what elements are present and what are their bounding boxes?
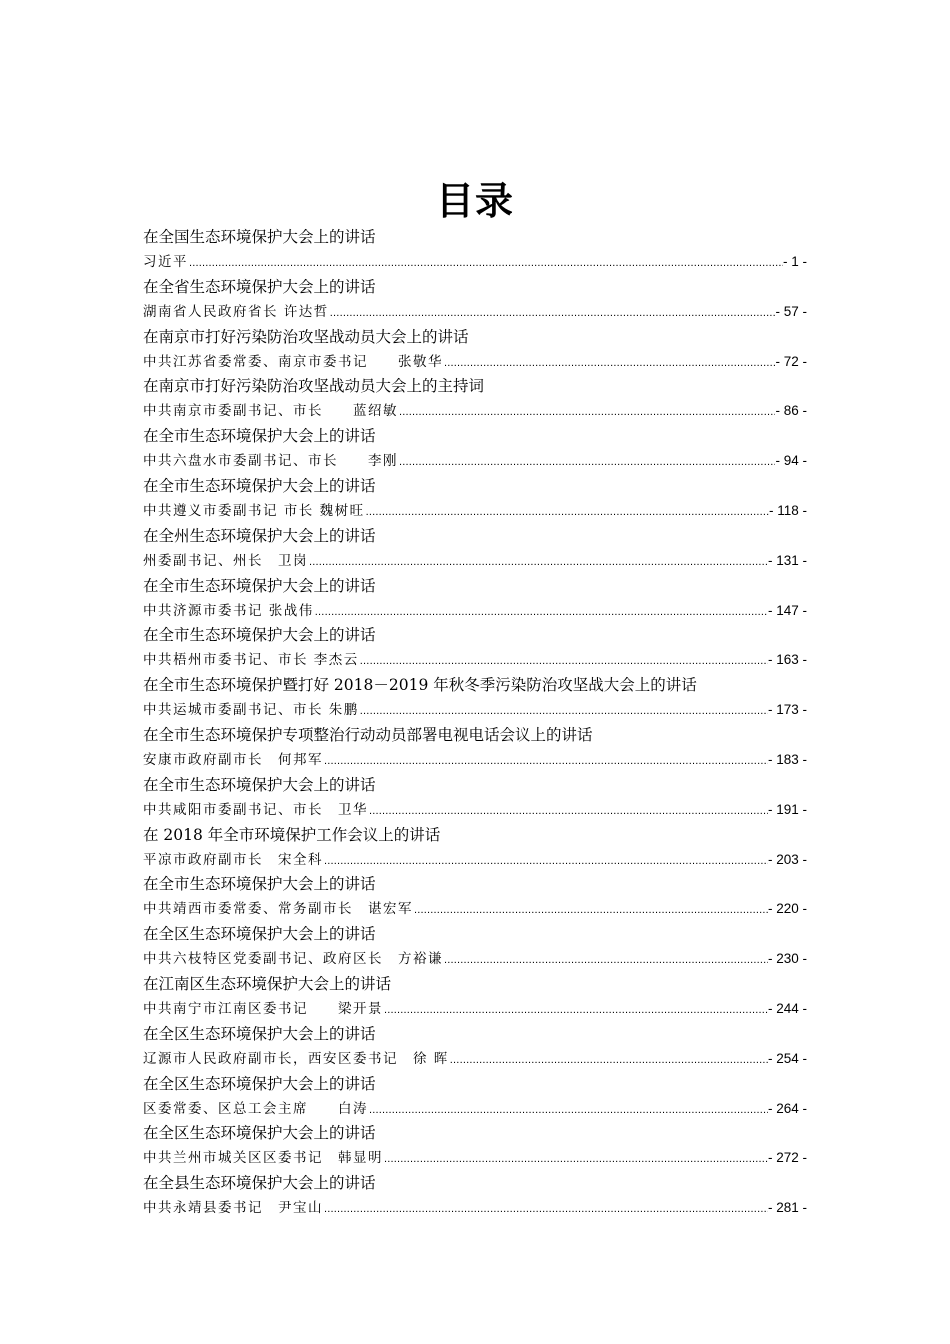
- toc-entry-title: 在全市生态环境保护大会上的讲话: [143, 775, 376, 794]
- toc-entry-page-number: - 220 -: [767, 901, 807, 917]
- toc-entry-page-number: - 244 -: [767, 1000, 807, 1016]
- toc-entry-line: [143, 548, 807, 573]
- toc-entry-author: 湖南省人民政府省长 许达哲: [143, 303, 329, 320]
- toc-entry-author: 中共济源市委书记 张战伟: [143, 602, 314, 619]
- dot-leader: [443, 948, 768, 973]
- toc-entry-page-number: - 57 -: [775, 303, 807, 319]
- toc-entry-title: 在全区生态环境保护大会上的讲话: [143, 1074, 376, 1093]
- toc-entry-title: 在全国生态环境保护大会上的讲话: [143, 228, 376, 246]
- toc-entry[interactable]: [143, 823, 807, 873]
- toc-entry[interactable]: [143, 1121, 807, 1171]
- toc-entry-page-number: - 254 -: [767, 1050, 807, 1066]
- toc-entry-title: 在全市生态环境保护大会上的讲话: [143, 427, 376, 446]
- toc-entry-author: 中共兰州市城关区区委书记 韩显明: [143, 1150, 383, 1167]
- toc-entry-author: 中共咸阳市委副书记、市长 卫华: [143, 801, 368, 818]
- toc-entry-author: 中共南宁市江南区委书记 梁开景: [143, 1000, 383, 1017]
- toc-entry[interactable]: [143, 374, 807, 424]
- toc-entry[interactable]: [143, 325, 807, 375]
- toc-entry-title: 在全区生态环境保护大会上的讲话: [143, 1024, 376, 1043]
- toc-entry[interactable]: [143, 424, 807, 474]
- toc-entry[interactable]: [143, 773, 807, 823]
- page-title: 目录: [435, 179, 514, 223]
- toc-entry-page-number: - 147 -: [767, 602, 807, 618]
- toc-entry-page-number: - 264 -: [767, 1100, 807, 1116]
- toc-entry[interactable]: [143, 225, 807, 275]
- toc-entry[interactable]: [143, 922, 807, 972]
- toc-entry-title: 在 2018 年全市环境保护工作会议上的讲话: [143, 825, 441, 844]
- toc-entry-page-number: - 173 -: [767, 702, 807, 718]
- dot-leader: [413, 898, 768, 923]
- toc-entry-author: 安康市政府副市长 何邦军: [143, 751, 323, 768]
- dot-leader: [368, 1098, 768, 1123]
- dot-leader: [365, 500, 769, 525]
- dot-leader: [329, 301, 776, 326]
- toc-entry-page-number: - 203 -: [767, 851, 807, 867]
- dot-leader: [188, 251, 783, 276]
- toc-entry-line: [143, 1096, 807, 1121]
- toc-list: [143, 225, 807, 1221]
- toc-entry[interactable]: [143, 474, 807, 524]
- toc-entry-line: [143, 896, 807, 921]
- toc-entry-title: 在南京市打好污染防治攻坚战动员大会上的主持词: [143, 377, 485, 396]
- toc-entry-author: 中共六枝特区党委副书记、政府区长 方裕谦: [143, 951, 443, 968]
- toc-entry[interactable]: [143, 524, 807, 574]
- toc-entry-page-number: - 281 -: [767, 1200, 807, 1216]
- toc-entry[interactable]: [143, 972, 807, 1022]
- toc-entry-author: 中共六盘水市委副书记、市长 李刚: [143, 453, 398, 470]
- toc-entry-title: 在全县生态环境保护大会上的讲话: [143, 1174, 376, 1193]
- toc-entry-page-number: - 1 -: [782, 254, 807, 269]
- toc-entry[interactable]: [143, 1171, 807, 1221]
- toc-entry-title: 在南京市打好污染防治攻坚战动员大会上的讲话: [143, 327, 469, 346]
- toc-entry[interactable]: [143, 673, 807, 723]
- toc-entry-line: [143, 1195, 807, 1220]
- toc-entry-title: 在全区生态环境保护大会上的讲话: [143, 1124, 376, 1143]
- toc-entry-title: 在全市生态环境保护专项整治行动动员部署电视电话会议上的讲话: [143, 725, 593, 744]
- dot-leader: [449, 1048, 768, 1073]
- toc-entry[interactable]: [143, 872, 807, 922]
- toc-entry[interactable]: [143, 275, 807, 325]
- toc-entry-line: [143, 1145, 807, 1170]
- toc-entry-page-number: - 72 -: [775, 353, 807, 369]
- toc-entry-author: 习近平: [143, 254, 188, 270]
- toc-entry-author: 中共江苏省委常委、南京市委书记 张敬华: [143, 353, 443, 370]
- toc-entry-line: [143, 847, 807, 872]
- dot-leader: [323, 849, 768, 874]
- toc-entry-title: 在全州生态环境保护大会上的讲话: [143, 526, 376, 545]
- toc-entry-author: 中共靖西市委常委、常务副市长 谌宏军: [143, 901, 413, 918]
- toc-entry-line: [143, 697, 807, 722]
- toc-entry-line: [143, 349, 807, 374]
- toc-entry[interactable]: [143, 623, 807, 673]
- dot-leader: [359, 699, 768, 724]
- toc-entry-line: [143, 747, 807, 772]
- toc-entry-author: 中共遵义市委副书记 市长 魏树旺: [143, 502, 365, 519]
- toc-entry-author: 平凉市政府副市长 宋全科: [143, 851, 323, 868]
- toc-entry[interactable]: [143, 1022, 807, 1072]
- toc-entry-author: 中共运城市委副书记、市长 朱鹏: [143, 702, 359, 719]
- dot-leader: [383, 1147, 768, 1172]
- toc-entry[interactable]: [143, 1072, 807, 1122]
- toc-entry-author: 中共永靖县委书记 尹宝山: [143, 1200, 323, 1217]
- toc-entry[interactable]: [143, 574, 807, 624]
- toc-entry-page-number: - 131 -: [767, 552, 807, 568]
- toc-entry-page-number: - 163 -: [767, 652, 807, 668]
- toc-entry-line: [143, 299, 807, 324]
- toc-entry-line: [143, 398, 807, 423]
- toc-entry-page-number: - 191 -: [767, 801, 807, 817]
- dot-leader: [314, 600, 768, 625]
- toc-entry-page-number: - 94 -: [775, 453, 807, 469]
- dot-leader: [398, 450, 775, 475]
- toc-entry-author: 区委常委、区总工会主席 白涛: [143, 1100, 368, 1117]
- dot-leader: [323, 749, 768, 774]
- toc-entry-title: 在全区生态环境保护大会上的讲话: [143, 925, 376, 944]
- toc-entry-line: [143, 797, 807, 822]
- toc-entry-line: [143, 448, 807, 473]
- toc-entry-line: [143, 647, 807, 672]
- toc-entry-title: 在全省生态环境保护大会上的讲话: [143, 277, 376, 296]
- dot-leader: [443, 351, 775, 376]
- toc-entry-author: 中共南京市委副书记、市长 蓝绍敏: [143, 403, 398, 420]
- toc-entry-title: 在全市生态环境保护大会上的讲话: [143, 875, 376, 894]
- toc-entry-line: [143, 498, 807, 523]
- toc-entry-title: 在江南区生态环境保护大会上的讲话: [143, 974, 392, 993]
- toc-entry-line: [143, 598, 807, 623]
- toc-entry-author: 州委副书记、州长 卫岗: [143, 552, 308, 569]
- toc-entry-page-number: - 118 -: [768, 502, 807, 518]
- toc-entry-title: 在全市生态环境保护大会上的讲话: [143, 626, 376, 645]
- toc-entry-line: [143, 1046, 807, 1071]
- toc-entry[interactable]: [143, 723, 807, 773]
- toc-entry-line: [143, 946, 807, 971]
- dot-leader: [368, 799, 768, 824]
- dot-leader: [359, 649, 768, 674]
- toc-entry-title: 在全市生态环境保护大会上的讲话: [143, 576, 376, 595]
- toc-entry-page-number: - 272 -: [767, 1150, 807, 1166]
- toc-entry-author: 中共梧州市委书记、市长 李杰云: [143, 652, 359, 669]
- toc-entry-line: [143, 996, 807, 1021]
- dot-leader: [383, 998, 768, 1023]
- toc-entry-author: 辽源市人民政府副市长，西安区委书记 徐 晖: [143, 1050, 449, 1067]
- toc-entry-title: 在全市生态环境保护大会上的讲话: [143, 476, 376, 495]
- dot-leader: [323, 1197, 768, 1222]
- dot-leader: [398, 400, 775, 425]
- toc-entry-page-number: - 86 -: [775, 403, 807, 419]
- dot-leader: [308, 550, 768, 575]
- toc-entry-page-number: - 230 -: [767, 951, 807, 967]
- toc-entry-title: 在全市生态环境保护暨打好 2018－2019 年秋冬季污染防治攻坚战大会上的讲话: [143, 676, 697, 695]
- toc-entry-line: [143, 249, 807, 274]
- toc-entry-page-number: - 183 -: [767, 751, 807, 767]
